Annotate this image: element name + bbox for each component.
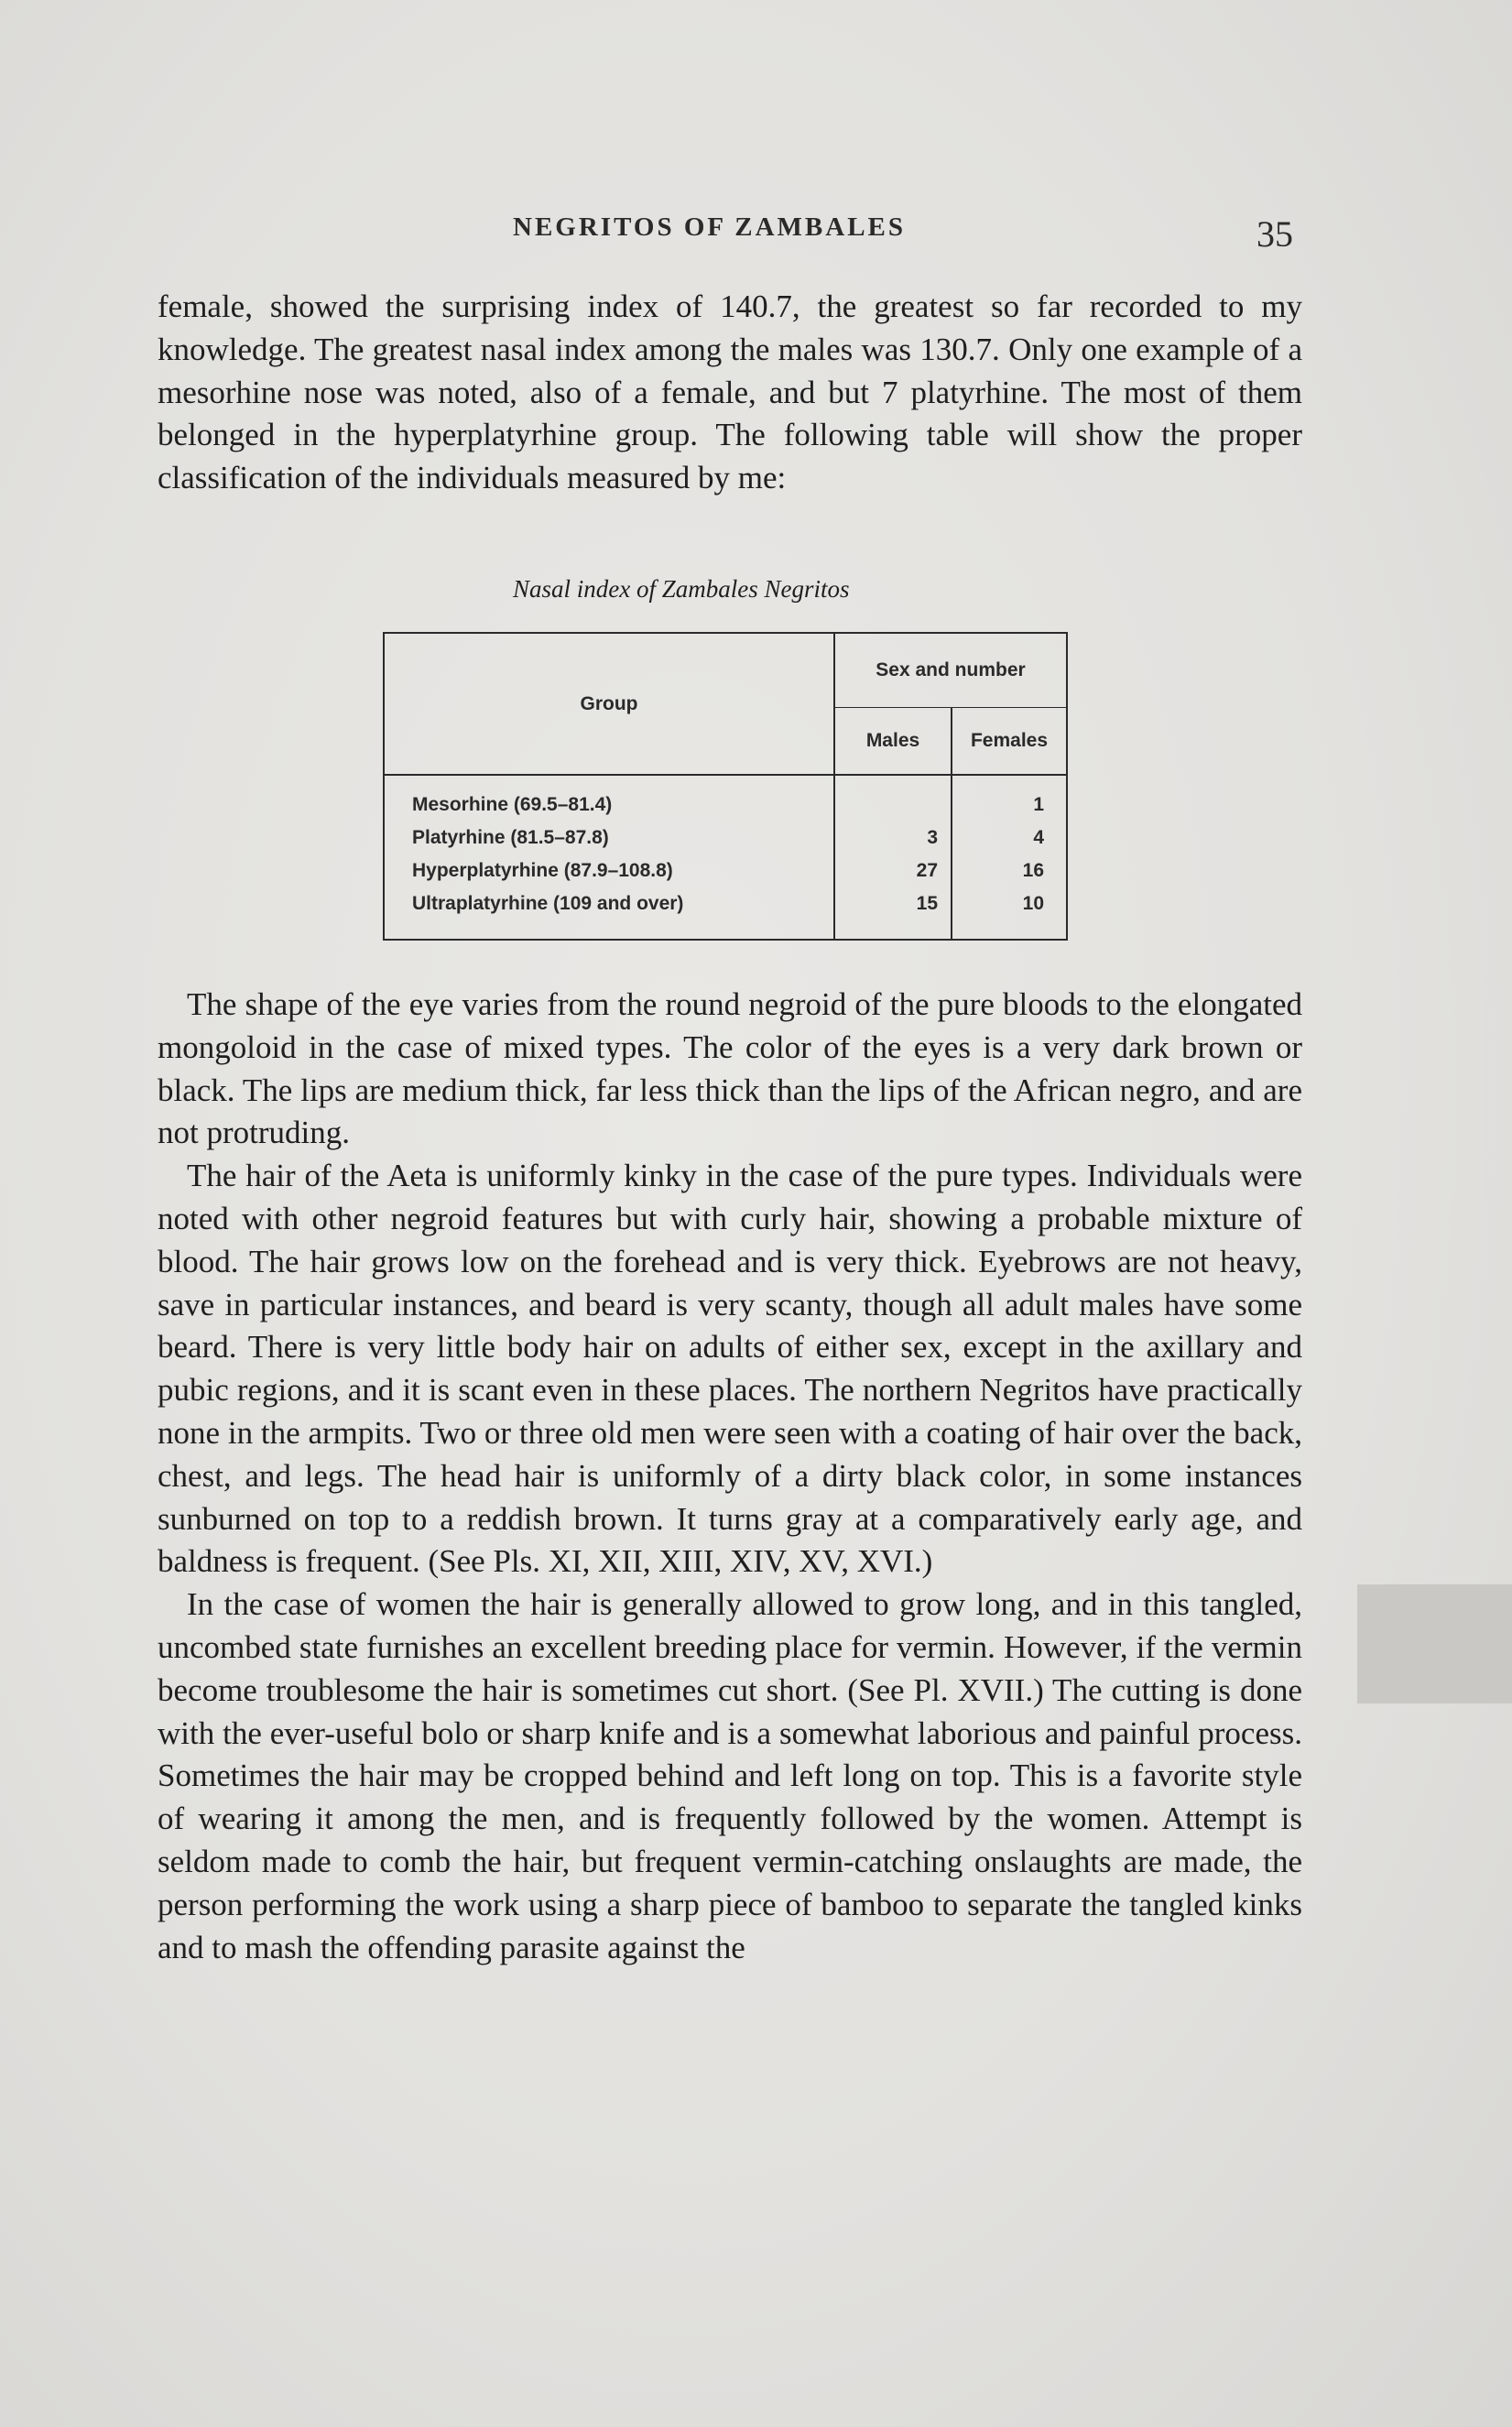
paragraph: female, showed the surprising index of 140.7, the greatest so far recorded to my knowledge. The greatest nasal index among the males was 130.7. Only one example of a mesorhine nose was noted, also of a female, and but 7 platyrhine. The most of them belonged in the hyperplatyrhine group. The following table will show the proper classification of the individuals measured by me: [158, 288, 1302, 496]
table-row [384, 775, 1067, 822]
paragraph: The hair of the Aeta is uniformly kinky in the case of the pure types. Individuals were noted with other negroid features but with curly hair, showing a probable mixture of blood. The hair grows low on the forehead and is very thick. Eyebrows are not heavy, save in particular instances, and beard is very scanty, though all adult males have some beard. There is very little body hair on adults of either sex, except in the axillary and pubic regions, and it is scant even in these places. The northern Negritos have practically none in the armpits. Two or three old men were seen with a coating of hair over the back, chest, and legs. The head hair is uniformly of a dirty black color, in some instances sunburned on top to a reddish brown. It turns gray at a comparatively early age, and baldness is frequent. (See Pls. XI, XII, XIII, XIV, XV, XVI.) [158, 1158, 1302, 1580]
header-sex-and-number: Sex and number [834, 633, 1067, 708]
table-row [384, 822, 1067, 854]
header-group: Group [384, 633, 834, 775]
cell-males: 3 [834, 822, 952, 854]
scan-edge-tab [1357, 1584, 1512, 1703]
cell-females: 16 [1022, 860, 1044, 881]
cell-group: Mesorhine (69.5–81.4) [384, 775, 834, 822]
paragraph: The shape of the eye varies from the round negroid of the pure bloods to the elongated mongoloid in the case of mixed types. The color of the eyes is a very dark brown or black. The lips are medium thick, far less thick than the lips of the African negro, and are not protruding. [158, 986, 1302, 1151]
table-caption: Nasal index of Zambales Negritos [513, 575, 850, 603]
body-text-top [158, 286, 1302, 500]
header-females: Females [952, 708, 1067, 776]
header-males: Males [834, 708, 952, 776]
cell-females: 10 [1022, 893, 1044, 914]
cell-females: 4 [1033, 827, 1044, 848]
cell-group: Platyrhine (81.5–87.8) [384, 822, 834, 854]
cell-males [834, 775, 952, 822]
table-row [384, 854, 1067, 887]
cell-females: 1 [1033, 794, 1044, 815]
body-text-bottom [158, 984, 1302, 1969]
nasal-index-table [383, 632, 1068, 941]
cell-group: Hyperplatyrhine (87.9–108.8) [384, 854, 834, 887]
table-row [384, 887, 1067, 940]
cell-group: Ultraplatyrhine (109 and over) [384, 887, 834, 940]
cell-males: 15 [834, 887, 952, 940]
running-head: NEGRITOS OF ZAMBALES [513, 212, 907, 242]
page-number: 35 [1256, 213, 1293, 255]
cell-males: 27 [834, 854, 952, 887]
paragraph: In the case of women the hair is generally allowed to grow long, and in this tangled, uncombed state furnishes an excellent breeding place for vermin. However, if the vermin become troublesome the hair is sometimes cut short. (See Pl. XVII.) The cutting is done with the ever-useful bolo or sharp knife and is a somewhat laborious and painful process. Sometimes the hair may be cropped behind and left long on top. This is a favorite style of wearing it among the men, and is frequently followed by the women. Attempt is seldom made to comb the hair, but frequent vermin-catching onslaughts are made, the person performing the work using a sharp piece of bamboo to separate the tangled kinks and to mash the offending parasite against the [158, 1586, 1302, 1965]
